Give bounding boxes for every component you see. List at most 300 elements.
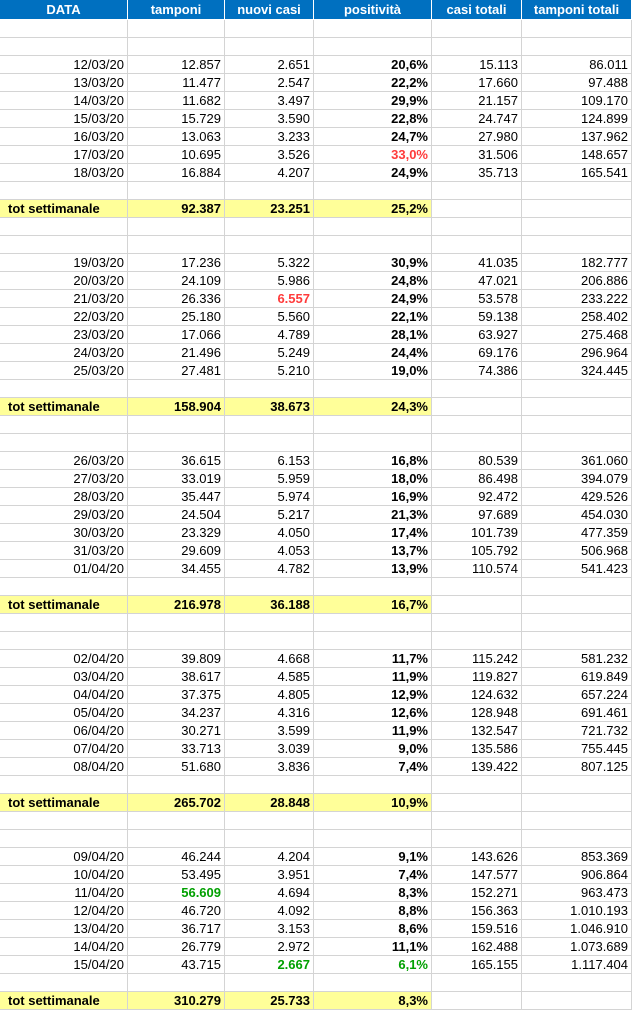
empty-cell[interactable] xyxy=(522,20,632,38)
cell-casi-totali[interactable]: 152.271 xyxy=(432,884,522,902)
cell-tamponi[interactable]: 39.809 xyxy=(128,650,225,668)
cell-tamponi[interactable]: 15.729 xyxy=(128,110,225,128)
total-tamponi[interactable]: 158.904 xyxy=(128,398,225,416)
empty-cell[interactable] xyxy=(128,974,225,992)
total-tamponi-totali[interactable] xyxy=(522,398,632,416)
cell-data[interactable]: 25/03/20 xyxy=(0,362,128,380)
empty-cell[interactable] xyxy=(225,182,314,200)
cell-casi-totali[interactable]: 69.176 xyxy=(432,344,522,362)
cell-tamponi[interactable]: 37.375 xyxy=(128,686,225,704)
cell-tamponi-totali[interactable]: 124.899 xyxy=(522,110,632,128)
cell-nuovi-casi[interactable]: 4.050 xyxy=(225,524,314,542)
cell-casi-totali[interactable]: 128.948 xyxy=(432,704,522,722)
cell-casi-totali[interactable]: 105.792 xyxy=(432,542,522,560)
cell-positivita[interactable]: 11,9% xyxy=(314,722,432,740)
empty-cell[interactable] xyxy=(314,182,432,200)
empty-cell[interactable] xyxy=(522,218,632,236)
cell-tamponi-totali[interactable]: 963.473 xyxy=(522,884,632,902)
cell-data[interactable]: 21/03/20 xyxy=(0,290,128,308)
cell-nuovi-casi[interactable]: 4.782 xyxy=(225,560,314,578)
empty-cell[interactable] xyxy=(522,182,632,200)
cell-tamponi-totali[interactable]: 454.030 xyxy=(522,506,632,524)
empty-cell[interactable] xyxy=(128,38,225,56)
total-casi-totali[interactable] xyxy=(432,992,522,1010)
cell-tamponi[interactable]: 34.237 xyxy=(128,704,225,722)
cell-tamponi[interactable]: 26.779 xyxy=(128,938,225,956)
cell-data[interactable]: 13/04/20 xyxy=(0,920,128,938)
cell-tamponi-totali[interactable]: 853.369 xyxy=(522,848,632,866)
cell-casi-totali[interactable]: 165.155 xyxy=(432,956,522,974)
cell-positivita[interactable]: 12,6% xyxy=(314,704,432,722)
cell-tamponi[interactable]: 17.236 xyxy=(128,254,225,272)
cell-casi-totali[interactable]: 115.242 xyxy=(432,650,522,668)
empty-cell[interactable] xyxy=(314,380,432,398)
empty-cell[interactable] xyxy=(128,776,225,794)
cell-casi-totali[interactable]: 147.577 xyxy=(432,866,522,884)
cell-casi-totali[interactable]: 59.138 xyxy=(432,308,522,326)
total-casi-totali[interactable] xyxy=(432,794,522,812)
cell-tamponi[interactable]: 53.495 xyxy=(128,866,225,884)
cell-nuovi-casi[interactable]: 4.668 xyxy=(225,650,314,668)
cell-tamponi[interactable]: 12.857 xyxy=(128,56,225,74)
total-label[interactable]: tot settimanale xyxy=(0,398,128,416)
empty-cell[interactable] xyxy=(225,38,314,56)
empty-cell[interactable] xyxy=(314,38,432,56)
cell-tamponi-totali[interactable]: 148.657 xyxy=(522,146,632,164)
cell-nuovi-casi[interactable]: 6.557 xyxy=(225,290,314,308)
total-casi-totali[interactable] xyxy=(432,596,522,614)
cell-data[interactable]: 20/03/20 xyxy=(0,272,128,290)
cell-tamponi[interactable]: 43.715 xyxy=(128,956,225,974)
empty-cell[interactable] xyxy=(432,380,522,398)
cell-nuovi-casi[interactable]: 4.805 xyxy=(225,686,314,704)
cell-tamponi-totali[interactable]: 477.359 xyxy=(522,524,632,542)
cell-casi-totali[interactable]: 17.660 xyxy=(432,74,522,92)
cell-positivita[interactable]: 11,9% xyxy=(314,668,432,686)
cell-data[interactable]: 29/03/20 xyxy=(0,506,128,524)
cell-tamponi-totali[interactable]: 233.222 xyxy=(522,290,632,308)
empty-cell[interactable] xyxy=(128,20,225,38)
empty-cell[interactable] xyxy=(0,218,128,236)
cell-data[interactable]: 15/03/20 xyxy=(0,110,128,128)
empty-cell[interactable] xyxy=(432,416,522,434)
cell-tamponi[interactable]: 35.447 xyxy=(128,488,225,506)
cell-positivita[interactable]: 16,8% xyxy=(314,452,432,470)
cell-casi-totali[interactable]: 53.578 xyxy=(432,290,522,308)
total-positivita[interactable]: 8,3% xyxy=(314,992,432,1010)
total-positivita[interactable]: 24,3% xyxy=(314,398,432,416)
empty-cell[interactable] xyxy=(0,578,128,596)
cell-casi-totali[interactable]: 63.927 xyxy=(432,326,522,344)
cell-tamponi[interactable]: 33.713 xyxy=(128,740,225,758)
cell-tamponi[interactable]: 36.717 xyxy=(128,920,225,938)
empty-cell[interactable] xyxy=(432,20,522,38)
total-positivita[interactable]: 10,9% xyxy=(314,794,432,812)
cell-nuovi-casi[interactable]: 3.233 xyxy=(225,128,314,146)
empty-cell[interactable] xyxy=(432,632,522,650)
cell-tamponi[interactable]: 26.336 xyxy=(128,290,225,308)
cell-nuovi-casi[interactable]: 4.694 xyxy=(225,884,314,902)
cell-tamponi-totali[interactable]: 182.777 xyxy=(522,254,632,272)
cell-tamponi[interactable]: 46.244 xyxy=(128,848,225,866)
cell-data[interactable]: 03/04/20 xyxy=(0,668,128,686)
empty-cell[interactable] xyxy=(0,632,128,650)
empty-cell[interactable] xyxy=(225,812,314,830)
cell-tamponi[interactable]: 51.680 xyxy=(128,758,225,776)
empty-cell[interactable] xyxy=(522,812,632,830)
total-label[interactable]: tot settimanale xyxy=(0,596,128,614)
empty-cell[interactable] xyxy=(128,830,225,848)
empty-cell[interactable] xyxy=(314,434,432,452)
empty-cell[interactable] xyxy=(225,20,314,38)
empty-cell[interactable] xyxy=(432,974,522,992)
empty-cell[interactable] xyxy=(128,578,225,596)
cell-tamponi-totali[interactable]: 324.445 xyxy=(522,362,632,380)
empty-cell[interactable] xyxy=(225,974,314,992)
cell-tamponi[interactable]: 24.504 xyxy=(128,506,225,524)
cell-nuovi-casi[interactable]: 5.322 xyxy=(225,254,314,272)
cell-positivita[interactable]: 24,9% xyxy=(314,290,432,308)
total-casi-totali[interactable] xyxy=(432,398,522,416)
cell-casi-totali[interactable]: 74.386 xyxy=(432,362,522,380)
empty-cell[interactable] xyxy=(0,38,128,56)
cell-positivita[interactable]: 22,1% xyxy=(314,308,432,326)
cell-casi-totali[interactable]: 35.713 xyxy=(432,164,522,182)
cell-data[interactable]: 07/04/20 xyxy=(0,740,128,758)
cell-tamponi-totali[interactable]: 657.224 xyxy=(522,686,632,704)
header-tamponi-totali[interactable]: tamponi totali xyxy=(522,0,632,20)
header-nuovi-casi[interactable]: nuovi casi xyxy=(225,0,314,20)
cell-tamponi-totali[interactable]: 581.232 xyxy=(522,650,632,668)
cell-tamponi[interactable]: 16.884 xyxy=(128,164,225,182)
cell-tamponi-totali[interactable]: 429.526 xyxy=(522,488,632,506)
cell-data[interactable]: 14/03/20 xyxy=(0,92,128,110)
empty-cell[interactable] xyxy=(225,218,314,236)
empty-cell[interactable] xyxy=(522,434,632,452)
total-tamponi[interactable]: 216.978 xyxy=(128,596,225,614)
cell-data[interactable]: 05/04/20 xyxy=(0,704,128,722)
total-positivita[interactable]: 16,7% xyxy=(314,596,432,614)
empty-cell[interactable] xyxy=(432,830,522,848)
cell-casi-totali[interactable]: 143.626 xyxy=(432,848,522,866)
empty-cell[interactable] xyxy=(522,776,632,794)
cell-nuovi-casi[interactable]: 4.092 xyxy=(225,902,314,920)
empty-cell[interactable] xyxy=(128,614,225,632)
empty-cell[interactable] xyxy=(522,416,632,434)
cell-positivita[interactable]: 22,8% xyxy=(314,110,432,128)
total-nuovi-casi[interactable]: 25.733 xyxy=(225,992,314,1010)
cell-positivita[interactable]: 20,6% xyxy=(314,56,432,74)
cell-casi-totali[interactable]: 24.747 xyxy=(432,110,522,128)
empty-cell[interactable] xyxy=(522,236,632,254)
empty-cell[interactable] xyxy=(128,182,225,200)
cell-positivita[interactable]: 33,0% xyxy=(314,146,432,164)
cell-data[interactable]: 15/04/20 xyxy=(0,956,128,974)
empty-cell[interactable] xyxy=(225,434,314,452)
cell-positivita[interactable]: 22,2% xyxy=(314,74,432,92)
total-label[interactable]: tot settimanale xyxy=(0,992,128,1010)
cell-casi-totali[interactable]: 159.516 xyxy=(432,920,522,938)
total-tamponi[interactable]: 265.702 xyxy=(128,794,225,812)
cell-tamponi-totali[interactable]: 619.849 xyxy=(522,668,632,686)
cell-tamponi-totali[interactable]: 1.010.193 xyxy=(522,902,632,920)
cell-positivita[interactable]: 19,0% xyxy=(314,362,432,380)
empty-cell[interactable] xyxy=(0,776,128,794)
cell-nuovi-casi[interactable]: 3.836 xyxy=(225,758,314,776)
cell-tamponi-totali[interactable]: 109.170 xyxy=(522,92,632,110)
total-tamponi-totali[interactable] xyxy=(522,992,632,1010)
cell-data[interactable]: 22/03/20 xyxy=(0,308,128,326)
total-tamponi[interactable]: 310.279 xyxy=(128,992,225,1010)
cell-tamponi[interactable]: 30.271 xyxy=(128,722,225,740)
cell-positivita[interactable]: 9,1% xyxy=(314,848,432,866)
cell-tamponi-totali[interactable]: 137.962 xyxy=(522,128,632,146)
cell-nuovi-casi[interactable]: 6.153 xyxy=(225,452,314,470)
cell-nuovi-casi[interactable]: 3.153 xyxy=(225,920,314,938)
cell-casi-totali[interactable]: 80.539 xyxy=(432,452,522,470)
cell-tamponi-totali[interactable]: 1.073.689 xyxy=(522,938,632,956)
cell-positivita[interactable]: 13,7% xyxy=(314,542,432,560)
cell-positivita[interactable]: 8,6% xyxy=(314,920,432,938)
cell-data[interactable]: 17/03/20 xyxy=(0,146,128,164)
cell-positivita[interactable]: 8,3% xyxy=(314,884,432,902)
cell-nuovi-casi[interactable]: 5.210 xyxy=(225,362,314,380)
cell-tamponi[interactable]: 11.682 xyxy=(128,92,225,110)
cell-casi-totali[interactable]: 119.827 xyxy=(432,668,522,686)
empty-cell[interactable] xyxy=(522,632,632,650)
empty-cell[interactable] xyxy=(225,578,314,596)
empty-cell[interactable] xyxy=(225,380,314,398)
cell-tamponi[interactable]: 29.609 xyxy=(128,542,225,560)
cell-tamponi-totali[interactable]: 807.125 xyxy=(522,758,632,776)
empty-cell[interactable] xyxy=(432,218,522,236)
cell-tamponi-totali[interactable]: 541.423 xyxy=(522,560,632,578)
cell-tamponi-totali[interactable]: 721.732 xyxy=(522,722,632,740)
empty-cell[interactable] xyxy=(432,776,522,794)
cell-data[interactable]: 31/03/20 xyxy=(0,542,128,560)
cell-data[interactable]: 14/04/20 xyxy=(0,938,128,956)
cell-data[interactable]: 10/04/20 xyxy=(0,866,128,884)
empty-cell[interactable] xyxy=(0,380,128,398)
cell-casi-totali[interactable]: 86.498 xyxy=(432,470,522,488)
empty-cell[interactable] xyxy=(314,614,432,632)
empty-cell[interactable] xyxy=(0,182,128,200)
cell-casi-totali[interactable]: 47.021 xyxy=(432,272,522,290)
empty-cell[interactable] xyxy=(522,380,632,398)
cell-tamponi-totali[interactable]: 86.011 xyxy=(522,56,632,74)
empty-cell[interactable] xyxy=(225,236,314,254)
empty-cell[interactable] xyxy=(128,236,225,254)
cell-positivita[interactable]: 21,3% xyxy=(314,506,432,524)
cell-positivita[interactable]: 12,9% xyxy=(314,686,432,704)
cell-nuovi-casi[interactable]: 4.316 xyxy=(225,704,314,722)
cell-nuovi-casi[interactable]: 3.497 xyxy=(225,92,314,110)
empty-cell[interactable] xyxy=(432,614,522,632)
empty-cell[interactable] xyxy=(225,776,314,794)
empty-cell[interactable] xyxy=(128,380,225,398)
cell-positivita[interactable]: 11,7% xyxy=(314,650,432,668)
cell-tamponi[interactable]: 10.695 xyxy=(128,146,225,164)
empty-cell[interactable] xyxy=(314,416,432,434)
cell-casi-totali[interactable]: 110.574 xyxy=(432,560,522,578)
empty-cell[interactable] xyxy=(522,974,632,992)
total-nuovi-casi[interactable]: 38.673 xyxy=(225,398,314,416)
cell-data[interactable]: 28/03/20 xyxy=(0,488,128,506)
cell-casi-totali[interactable]: 97.689 xyxy=(432,506,522,524)
cell-nuovi-casi[interactable]: 5.959 xyxy=(225,470,314,488)
cell-tamponi-totali[interactable]: 97.488 xyxy=(522,74,632,92)
cell-data[interactable]: 01/04/20 xyxy=(0,560,128,578)
empty-cell[interactable] xyxy=(225,632,314,650)
cell-data[interactable]: 02/04/20 xyxy=(0,650,128,668)
empty-cell[interactable] xyxy=(225,416,314,434)
total-casi-totali[interactable] xyxy=(432,200,522,218)
empty-cell[interactable] xyxy=(0,830,128,848)
cell-nuovi-casi[interactable]: 3.590 xyxy=(225,110,314,128)
cell-nuovi-casi[interactable]: 4.789 xyxy=(225,326,314,344)
cell-nuovi-casi[interactable]: 3.951 xyxy=(225,866,314,884)
cell-positivita[interactable]: 30,9% xyxy=(314,254,432,272)
cell-tamponi-totali[interactable]: 1.046.910 xyxy=(522,920,632,938)
cell-data[interactable]: 26/03/20 xyxy=(0,452,128,470)
empty-cell[interactable] xyxy=(0,974,128,992)
empty-cell[interactable] xyxy=(0,434,128,452)
cell-positivita[interactable]: 24,9% xyxy=(314,164,432,182)
empty-cell[interactable] xyxy=(314,812,432,830)
cell-nuovi-casi[interactable]: 5.217 xyxy=(225,506,314,524)
cell-nuovi-casi[interactable]: 2.972 xyxy=(225,938,314,956)
cell-casi-totali[interactable]: 31.506 xyxy=(432,146,522,164)
empty-cell[interactable] xyxy=(314,974,432,992)
cell-data[interactable]: 09/04/20 xyxy=(0,848,128,866)
cell-tamponi[interactable]: 24.109 xyxy=(128,272,225,290)
cell-tamponi-totali[interactable]: 296.964 xyxy=(522,344,632,362)
cell-nuovi-casi[interactable]: 5.560 xyxy=(225,308,314,326)
header-casi-totali[interactable]: casi totali xyxy=(432,0,522,20)
cell-data[interactable]: 18/03/20 xyxy=(0,164,128,182)
empty-cell[interactable] xyxy=(128,812,225,830)
empty-cell[interactable] xyxy=(225,614,314,632)
cell-tamponi-totali[interactable]: 275.468 xyxy=(522,326,632,344)
total-tamponi-totali[interactable] xyxy=(522,794,632,812)
cell-nuovi-casi[interactable]: 2.651 xyxy=(225,56,314,74)
cell-data[interactable]: 16/03/20 xyxy=(0,128,128,146)
cell-positivita[interactable]: 24,7% xyxy=(314,128,432,146)
cell-casi-totali[interactable]: 132.547 xyxy=(432,722,522,740)
cell-casi-totali[interactable]: 101.739 xyxy=(432,524,522,542)
empty-cell[interactable] xyxy=(0,20,128,38)
total-tamponi-totali[interactable] xyxy=(522,596,632,614)
cell-casi-totali[interactable]: 21.157 xyxy=(432,92,522,110)
empty-cell[interactable] xyxy=(128,416,225,434)
cell-nuovi-casi[interactable]: 3.526 xyxy=(225,146,314,164)
empty-cell[interactable] xyxy=(314,776,432,794)
cell-tamponi[interactable]: 13.063 xyxy=(128,128,225,146)
cell-tamponi-totali[interactable]: 755.445 xyxy=(522,740,632,758)
cell-casi-totali[interactable]: 156.363 xyxy=(432,902,522,920)
empty-cell[interactable] xyxy=(522,830,632,848)
cell-data[interactable]: 04/04/20 xyxy=(0,686,128,704)
empty-cell[interactable] xyxy=(314,830,432,848)
empty-cell[interactable] xyxy=(432,38,522,56)
cell-tamponi[interactable]: 27.481 xyxy=(128,362,225,380)
cell-tamponi[interactable]: 25.180 xyxy=(128,308,225,326)
total-label[interactable]: tot settimanale xyxy=(0,794,128,812)
cell-positivita[interactable]: 17,4% xyxy=(314,524,432,542)
cell-tamponi[interactable]: 11.477 xyxy=(128,74,225,92)
cell-nuovi-casi[interactable]: 4.207 xyxy=(225,164,314,182)
cell-tamponi[interactable]: 56.609 xyxy=(128,884,225,902)
cell-positivita[interactable]: 11,1% xyxy=(314,938,432,956)
cell-data[interactable]: 23/03/20 xyxy=(0,326,128,344)
header-tamponi[interactable]: tamponi xyxy=(128,0,225,20)
cell-positivita[interactable]: 13,9% xyxy=(314,560,432,578)
empty-cell[interactable] xyxy=(432,578,522,596)
cell-casi-totali[interactable]: 124.632 xyxy=(432,686,522,704)
cell-data[interactable]: 30/03/20 xyxy=(0,524,128,542)
empty-cell[interactable] xyxy=(225,830,314,848)
cell-tamponi-totali[interactable]: 258.402 xyxy=(522,308,632,326)
cell-data[interactable]: 24/03/20 xyxy=(0,344,128,362)
cell-tamponi-totali[interactable]: 506.968 xyxy=(522,542,632,560)
header-data[interactable]: DATA xyxy=(0,0,128,20)
total-nuovi-casi[interactable]: 36.188 xyxy=(225,596,314,614)
cell-nuovi-casi[interactable]: 4.053 xyxy=(225,542,314,560)
cell-positivita[interactable]: 9,0% xyxy=(314,740,432,758)
cell-tamponi-totali[interactable]: 691.461 xyxy=(522,704,632,722)
cell-positivita[interactable]: 28,1% xyxy=(314,326,432,344)
cell-positivita[interactable]: 18,0% xyxy=(314,470,432,488)
cell-tamponi[interactable]: 36.615 xyxy=(128,452,225,470)
cell-nuovi-casi[interactable]: 4.585 xyxy=(225,668,314,686)
total-nuovi-casi[interactable]: 28.848 xyxy=(225,794,314,812)
total-positivita[interactable]: 25,2% xyxy=(314,200,432,218)
cell-tamponi-totali[interactable]: 361.060 xyxy=(522,452,632,470)
empty-cell[interactable] xyxy=(432,182,522,200)
cell-casi-totali[interactable]: 139.422 xyxy=(432,758,522,776)
cell-nuovi-casi[interactable]: 4.204 xyxy=(225,848,314,866)
cell-nuovi-casi[interactable]: 3.039 xyxy=(225,740,314,758)
cell-casi-totali[interactable]: 92.472 xyxy=(432,488,522,506)
cell-positivita[interactable]: 29,9% xyxy=(314,92,432,110)
total-tamponi-totali[interactable] xyxy=(522,200,632,218)
cell-nuovi-casi[interactable]: 2.547 xyxy=(225,74,314,92)
empty-cell[interactable] xyxy=(314,632,432,650)
cell-positivita[interactable]: 7,4% xyxy=(314,758,432,776)
cell-tamponi[interactable]: 23.329 xyxy=(128,524,225,542)
cell-data[interactable]: 12/03/20 xyxy=(0,56,128,74)
cell-data[interactable]: 11/04/20 xyxy=(0,884,128,902)
cell-data[interactable]: 06/04/20 xyxy=(0,722,128,740)
cell-tamponi[interactable]: 33.019 xyxy=(128,470,225,488)
cell-tamponi-totali[interactable]: 165.541 xyxy=(522,164,632,182)
cell-tamponi[interactable]: 46.720 xyxy=(128,902,225,920)
cell-positivita[interactable]: 6,1% xyxy=(314,956,432,974)
empty-cell[interactable] xyxy=(522,614,632,632)
cell-positivita[interactable]: 16,9% xyxy=(314,488,432,506)
empty-cell[interactable] xyxy=(0,236,128,254)
cell-positivita[interactable]: 24,8% xyxy=(314,272,432,290)
empty-cell[interactable] xyxy=(432,812,522,830)
cell-data[interactable]: 08/04/20 xyxy=(0,758,128,776)
cell-data[interactable]: 19/03/20 xyxy=(0,254,128,272)
cell-tamponi-totali[interactable]: 1.117.404 xyxy=(522,956,632,974)
empty-cell[interactable] xyxy=(128,434,225,452)
cell-data[interactable]: 13/03/20 xyxy=(0,74,128,92)
cell-tamponi[interactable]: 34.455 xyxy=(128,560,225,578)
empty-cell[interactable] xyxy=(0,416,128,434)
empty-cell[interactable] xyxy=(128,632,225,650)
